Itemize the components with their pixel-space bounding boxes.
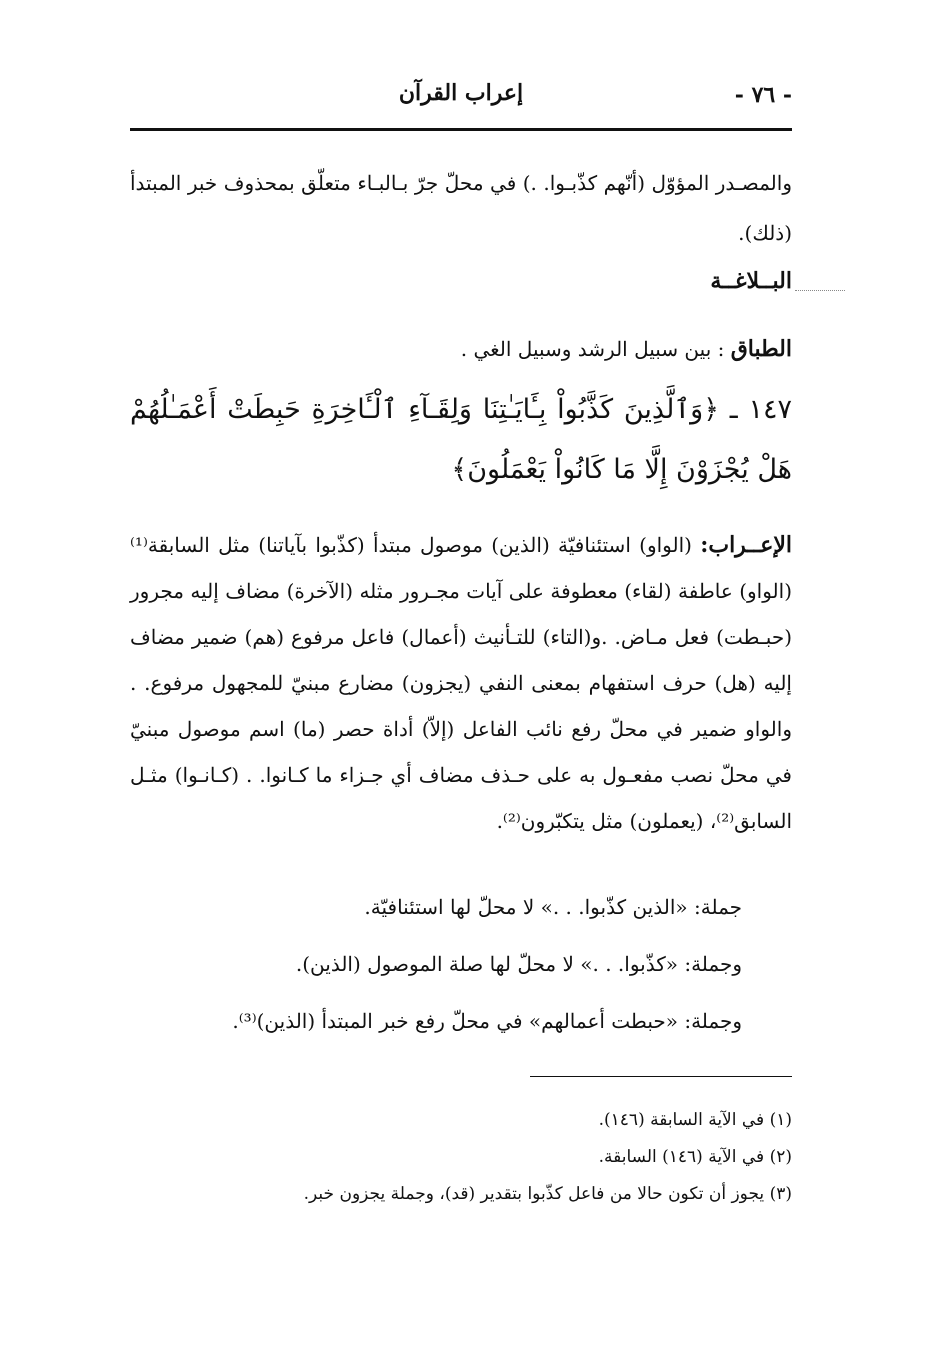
page-number: - ٧٦ - (734, 82, 792, 108)
footnote-1: (١) في الآية السابقة (١٤٦). (598, 1110, 792, 1130)
section-heading-balagha: البــلاغــة (710, 268, 792, 294)
tibaq-line (461, 326, 792, 372)
irab-label: الإعــراب: (700, 532, 792, 558)
jumla-line-3: وجملة: «حبطت أعمالهم» في محلّ رفع خبر المبتدأ (الذين)⁽³⁾. (232, 1009, 742, 1033)
quran-verse (130, 380, 792, 500)
tibaq-label: الطباق (730, 336, 792, 362)
verse-number: ١٤٧ ـ (729, 394, 792, 425)
irab-text: (الواو) استئنافيّة (الذين) موصول مبتدأ (كذّبوا بآياتنا) مثل السابقة⁽¹⁾ (الواو) عاطفة (لقاء) معطوفة على آيات مجـرور مثله (الآخرة) مضاف إليه مجرور (حبـطت) فعل مـاض. .و(التاء) للتـأنيث (أعمال) فاعل مرفوع (هم) ضمير مضاف إليه (هل) حرف استفهام بمعنى النفي (يجزون) مضارع مبنيّ للمجهول مرفوع. . والواو ضمير في محلّ رفع نائب الفاعل (إلاّ) أداة حصر (ما) اسم موصول مبنيّ في محلّ نصب مفعـول به على حـذف مضاف أي جـزاء ما كـانوا. . (كـانـوا) مثـل السابق⁽²⁾، (يعملون) مثل يتكبّرون⁽²⁾. (130, 533, 792, 833)
paragraph-masdar: والمصـدر المؤوّل (أنّهم كذّبـوا. .) في محلّ جرّ بـالبـاء متعلّق بمحذوف خبر المبتدأ (ذلك). (130, 171, 792, 245)
header-rule (130, 128, 792, 131)
footnote-3: (٣) يجوز أن تكون حالا من فاعل كذّبوا بتقدير (قد)، وجملة يجزون خبر. (303, 1184, 792, 1204)
jumla-line-2: وجملة: «كذّبوا. . .» لا محلّ لها صلة الموصول (الذين). (295, 952, 742, 976)
footnote-separator (530, 1076, 792, 1077)
page-header (130, 78, 792, 118)
footnote-2: (٢) في الآية (١٤٦) السابقة. (598, 1147, 792, 1167)
verse-text: ﴿وَٱلَّذِينَ كَذَّبُواْ بِـَٔايَـٰتِنَا وَلِقَـآءِ ٱلْـَٔاخِرَةِ حَبِطَتْ أَعْمَـٰلُهُمْ هَلْ يُجْزَوْنَ إِلَّا مَا كَانُواْ يَعْمَلُونَ﴾ (130, 394, 792, 485)
heading-dotted-line (795, 290, 845, 291)
irab-paragraph (130, 522, 792, 844)
tibaq-text: : بين سبيل الرشد وسبيل الغي . (460, 337, 725, 361)
jumla-line-1: جملة: «الذين كذّبوا. . .» لا محلّ لها استئنافيّة. (364, 895, 742, 919)
running-title: إعراب القرآن (398, 80, 524, 106)
footnotes (130, 1102, 792, 1213)
